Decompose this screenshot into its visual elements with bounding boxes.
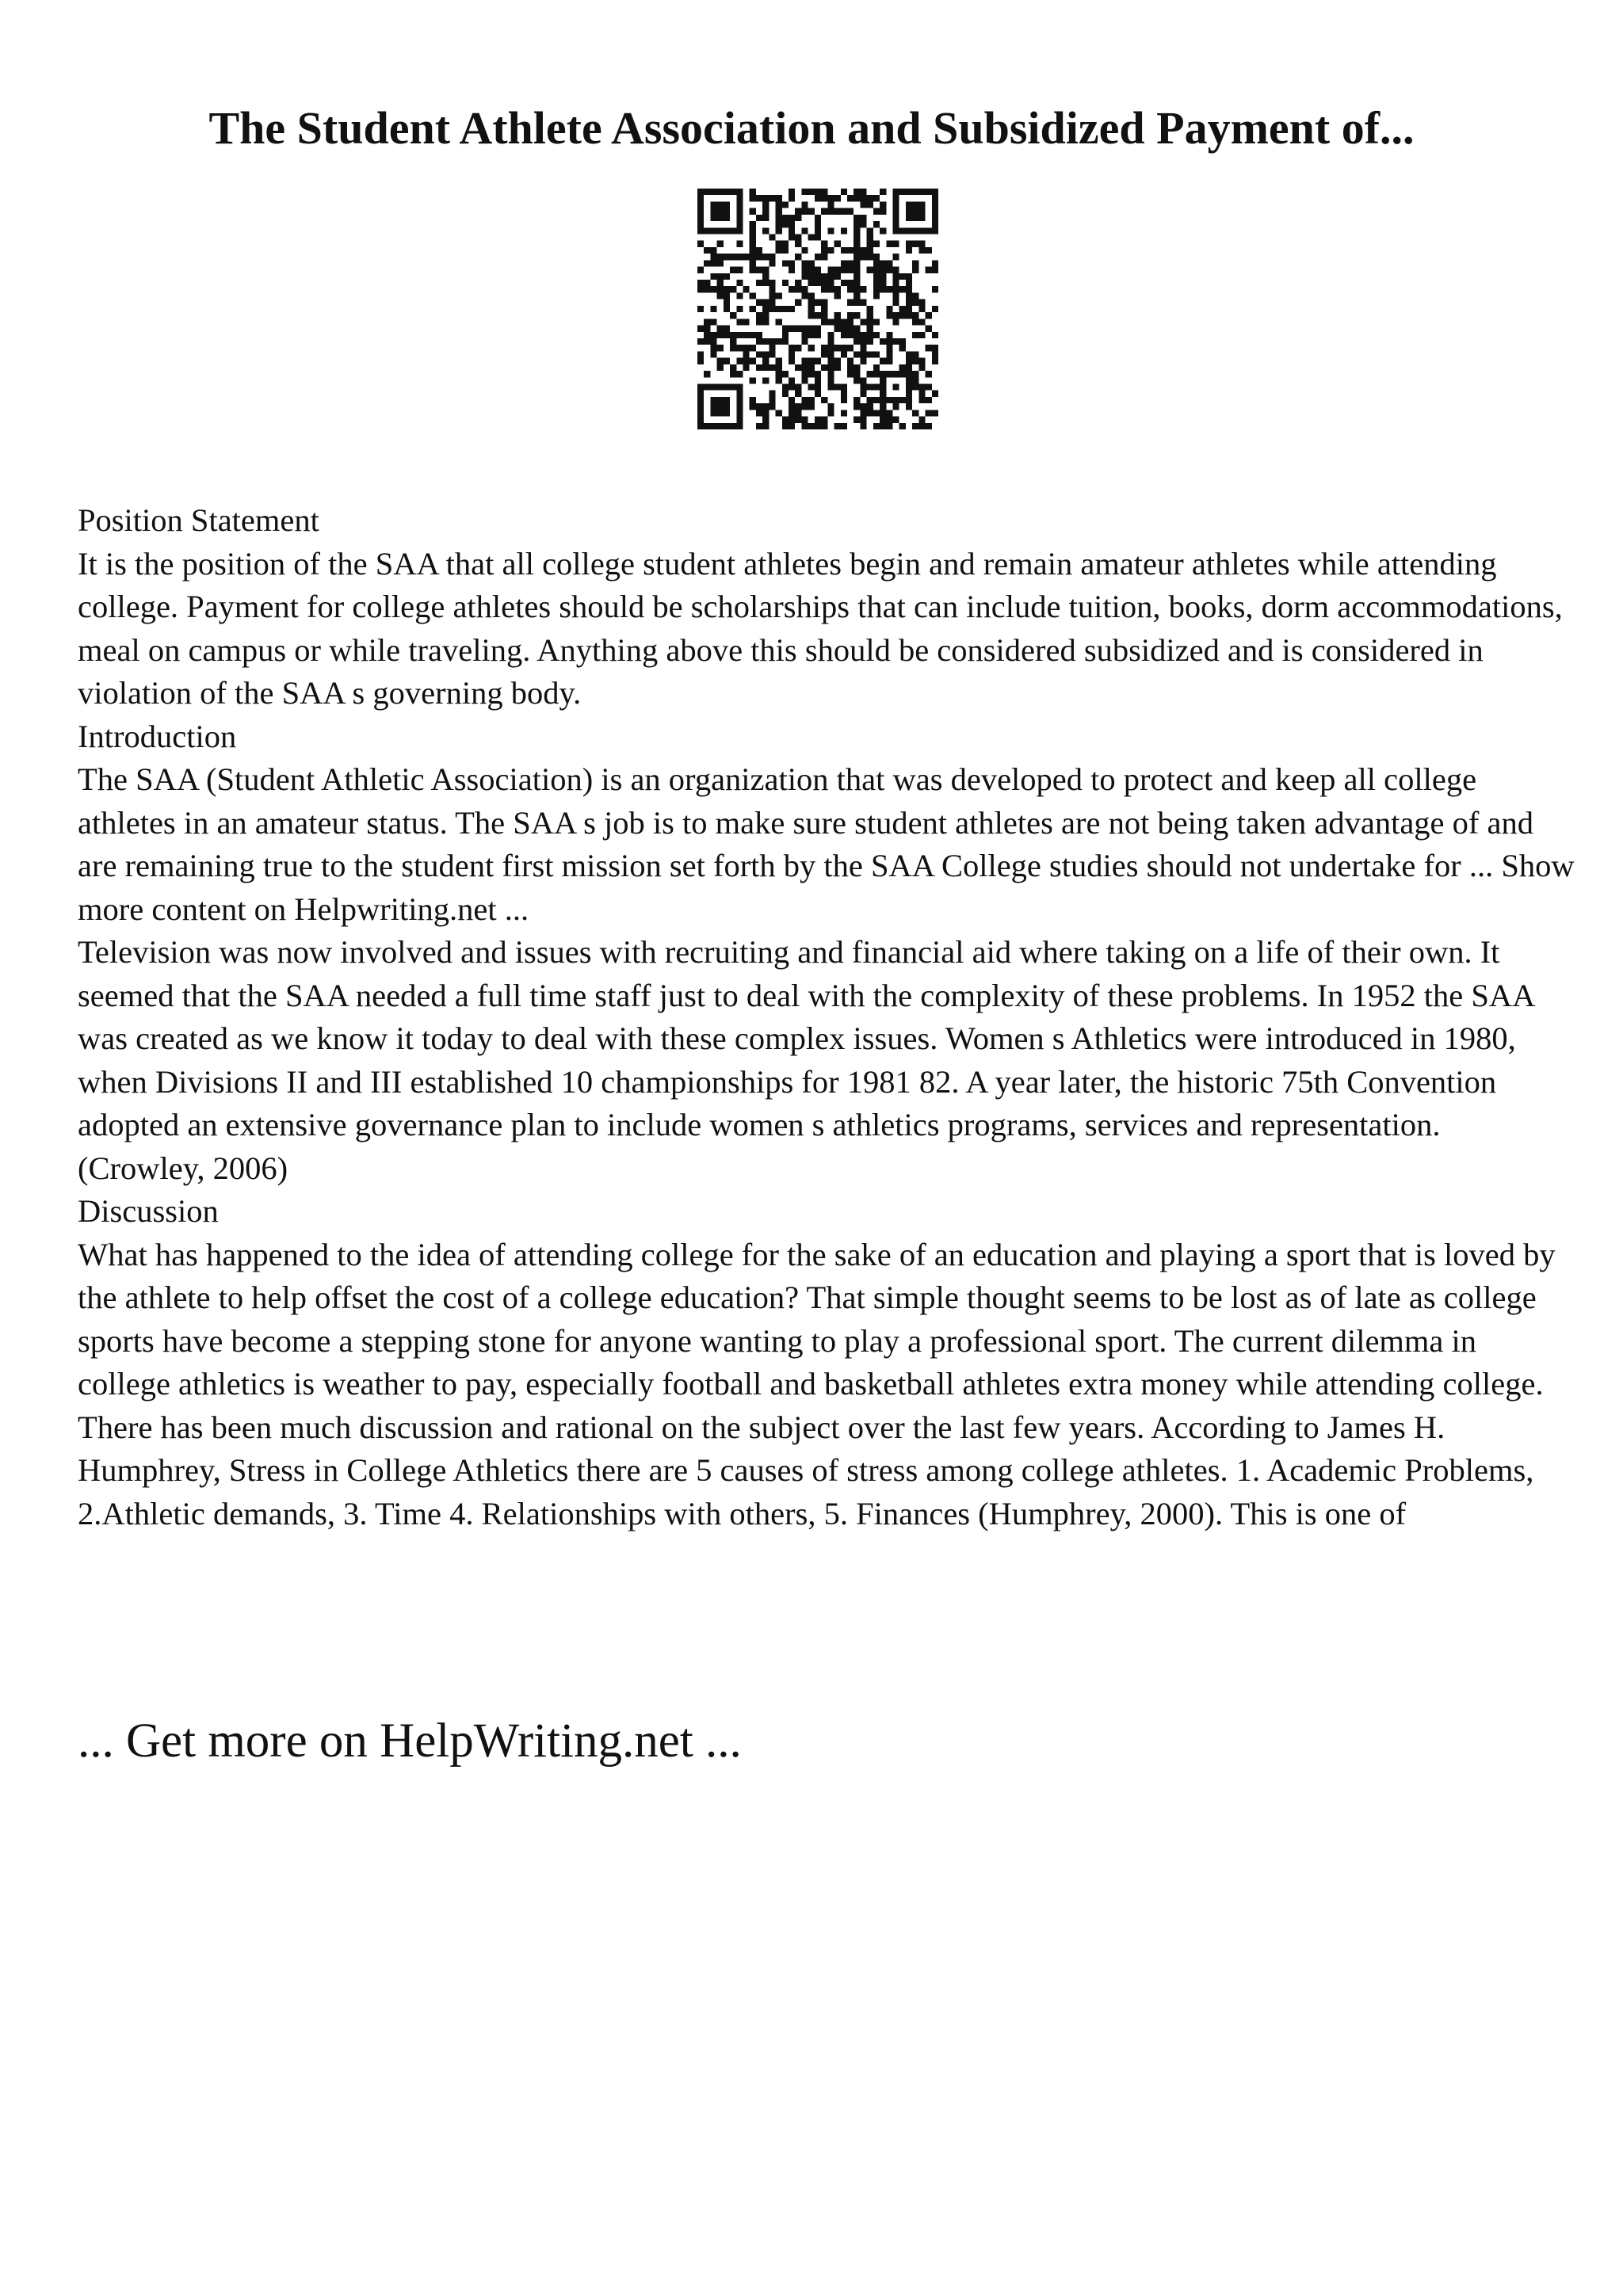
paragraph-history: Television was now involved and issues with recruiting and financial aid where taking on a life of their own. It seemed that the SAA needed a full time staff just to deal with the complexity of these problems. In 1952 the SAA was created as we know it today to deal with these complex issues. Women s Athletics were introduced in 1980, when Divisions II and III established 10 championships for 1981 82. A year later, the historic 75th Convention adopted an extensive governance plan to include women s athletics programs, services and representation. (Crowley, 2006) — [78, 934, 1534, 1186]
document-body — [78, 499, 1575, 1535]
document-title: The Student Athlete Association and Subsidized Payment of... — [208, 102, 1415, 154]
paragraph-position-statement: It is the position of the SAA that all college student athletes begin and remain amateur athletes while attending college. Payment for college athletes should be scholarships that can include tuition, books, dorm accommodations, meal on campus or while traveling. Anything above this should be considered subsidized and is considered in violation of the SAA s governing body. — [78, 545, 1563, 711]
paragraph-introduction: The SAA (Student Athletic Association) is an organization that was developed to protect and keep all college athletes in an amateur status. The SAA s job is to make sure student athletes are not being taken advantage of and are remaining true to the student first mission set forth by the SAA College studies should not undertake for ... Show more content on Helpwriting.net ... — [78, 761, 1575, 927]
qr-code-graphic — [697, 189, 938, 429]
heading-introduction: Introduction — [78, 718, 237, 754]
heading-discussion: Discussion — [78, 1193, 219, 1229]
get-more-link[interactable]: ... Get more on HelpWriting.net ... — [78, 1714, 742, 1768]
heading-position-statement: Position Statement — [78, 502, 319, 538]
qr-code-icon — [697, 189, 938, 429]
paragraph-discussion: What has happened to the idea of attending college for the sake of an education and playing a sport that is loved by the athlete to help offset the cost of a college education? That simple thought seems to be lost as of late as college sports have become a stepping stone for anyone wanting to play a professional sport. The current dilemma in college athletics is weather to pay, especially football and basketball athletes extra money while attending college. There has been much discussion and rational on the subject over the last few years. According to James H. Humphrey, Stress in College Athletics there are 5 causes of stress among college athletes. 1. Academic Problems, 2.Athletic demands, 3. Time 4. Relationships with others, 5. Finances (Humphrey, 2000). This is one of — [78, 1236, 1556, 1531]
